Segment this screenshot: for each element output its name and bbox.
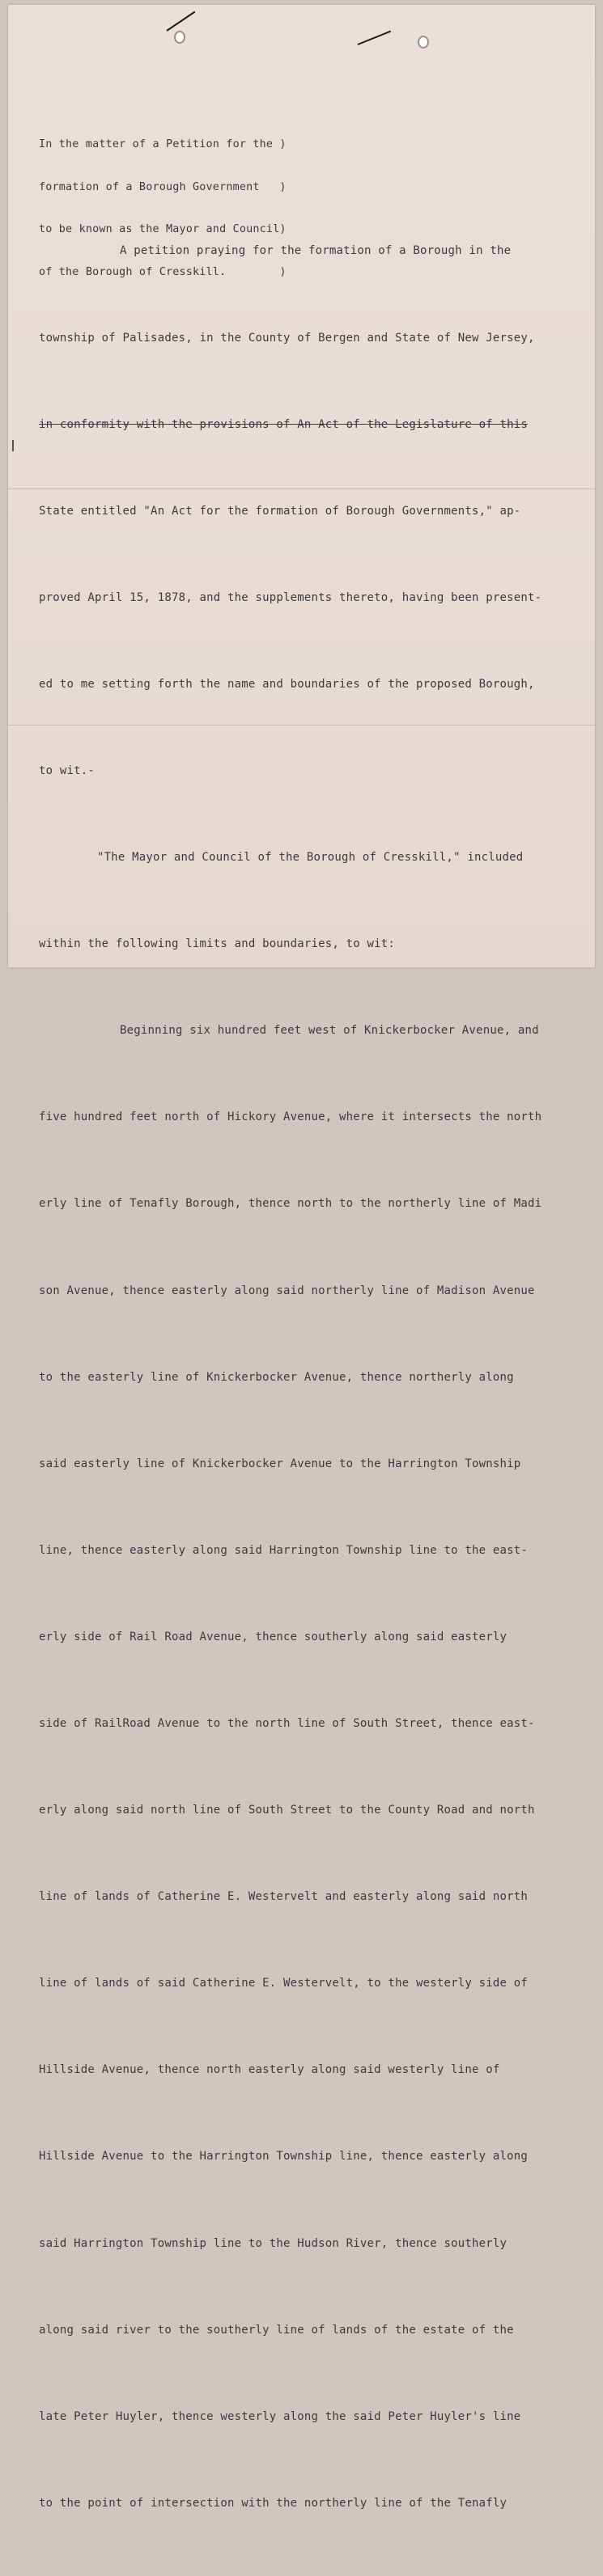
body-line: A petition praying for the formation of a Borough in the (120, 244, 512, 258)
body-line: ed to me setting forth the name and boundaries of the proposed Borough, (39, 677, 535, 691)
body-line: line of lands of said Catherine E. Westervelt, to the westerly side of (39, 1977, 529, 1990)
pen-mark (12, 440, 14, 451)
body-line: to the easterly line of Knickerbocker Avenue, thence northerly along (39, 1370, 514, 1384)
body-line: to the point of intersection with the northerly line of the Tenafly (39, 2496, 507, 2510)
body-line: erly line of Tenafly Borough, thence north to the northerly line of Madi (39, 1197, 542, 1211)
punch-hole (174, 31, 185, 44)
body-line: said Harrington Township line to the Hudson River, thence southerly (39, 2236, 507, 2250)
caption-line: In the matter of a Petition for the ) (39, 138, 287, 150)
body-line: within the following limits and boundaries, to wit: (39, 937, 396, 951)
body-line: son Avenue, thence easterly along said northerly line of Madison Avenue (39, 1284, 535, 1297)
body-line: five hundred feet north of Hickory Avenue, where it intersects the north (39, 1110, 542, 1124)
pen-mark (358, 31, 392, 45)
body-line: Beginning six hundred feet west of Knickerbocker Avenue, and (120, 1024, 539, 1038)
body-line: side of RailRoad Avenue to the north line of South Street, thence east- (39, 1717, 535, 1730)
body-line: erly along said north line of South Street to the County Road and north (39, 1804, 535, 1817)
body-line: proved April 15, 1878, and the supplements thereto, having been present- (39, 590, 542, 604)
body-line: State entitled "An Act for the formation of Borough Governments," ap- (39, 504, 521, 518)
pen-mark (166, 11, 195, 32)
document-page (8, 5, 595, 2510)
punch-hole (418, 36, 429, 49)
body-line: said easterly line of Knickerbocker Avenue to the Harrington Township (39, 1457, 521, 1470)
body-line: line of lands of Catherine E. Westervelt and easterly along said north (39, 1890, 529, 1904)
body-line: to wit.- (39, 763, 96, 777)
body-line: late Peter Huyler, thence westerly along the said Peter Huyler's line (39, 2409, 521, 2423)
caption-line: of the Borough of Cresskill. ) (39, 265, 287, 278)
body-line: line, thence easterly along said Harrington Township line to the east- (39, 1543, 529, 1557)
body-line: township of Palisades, in the County of Bergen and State of New Jersey, (39, 331, 535, 345)
body-line: Hillside Avenue to the Harrington Township line, thence easterly along (39, 2150, 529, 2164)
body-line-struck: in conformity with the provisions of An Act of the Legislature of this (39, 417, 529, 431)
body-line: erly side of Rail Road Avenue, thence southerly along said easterly (39, 1630, 507, 1643)
caption-line: formation of a Borough Government ) (39, 180, 287, 193)
body-line: Hillside Avenue, thence north easterly along said westerly line of (39, 2063, 500, 2077)
body-line: "The Mayor and Council of the Borough of Cresskill," included (97, 851, 524, 865)
body-line: along said river to the southerly line of lands of the estate of the (39, 2323, 514, 2337)
caption-line: to be known as the Mayor and Council) (39, 223, 287, 235)
petition-body (39, 180, 541, 2576)
